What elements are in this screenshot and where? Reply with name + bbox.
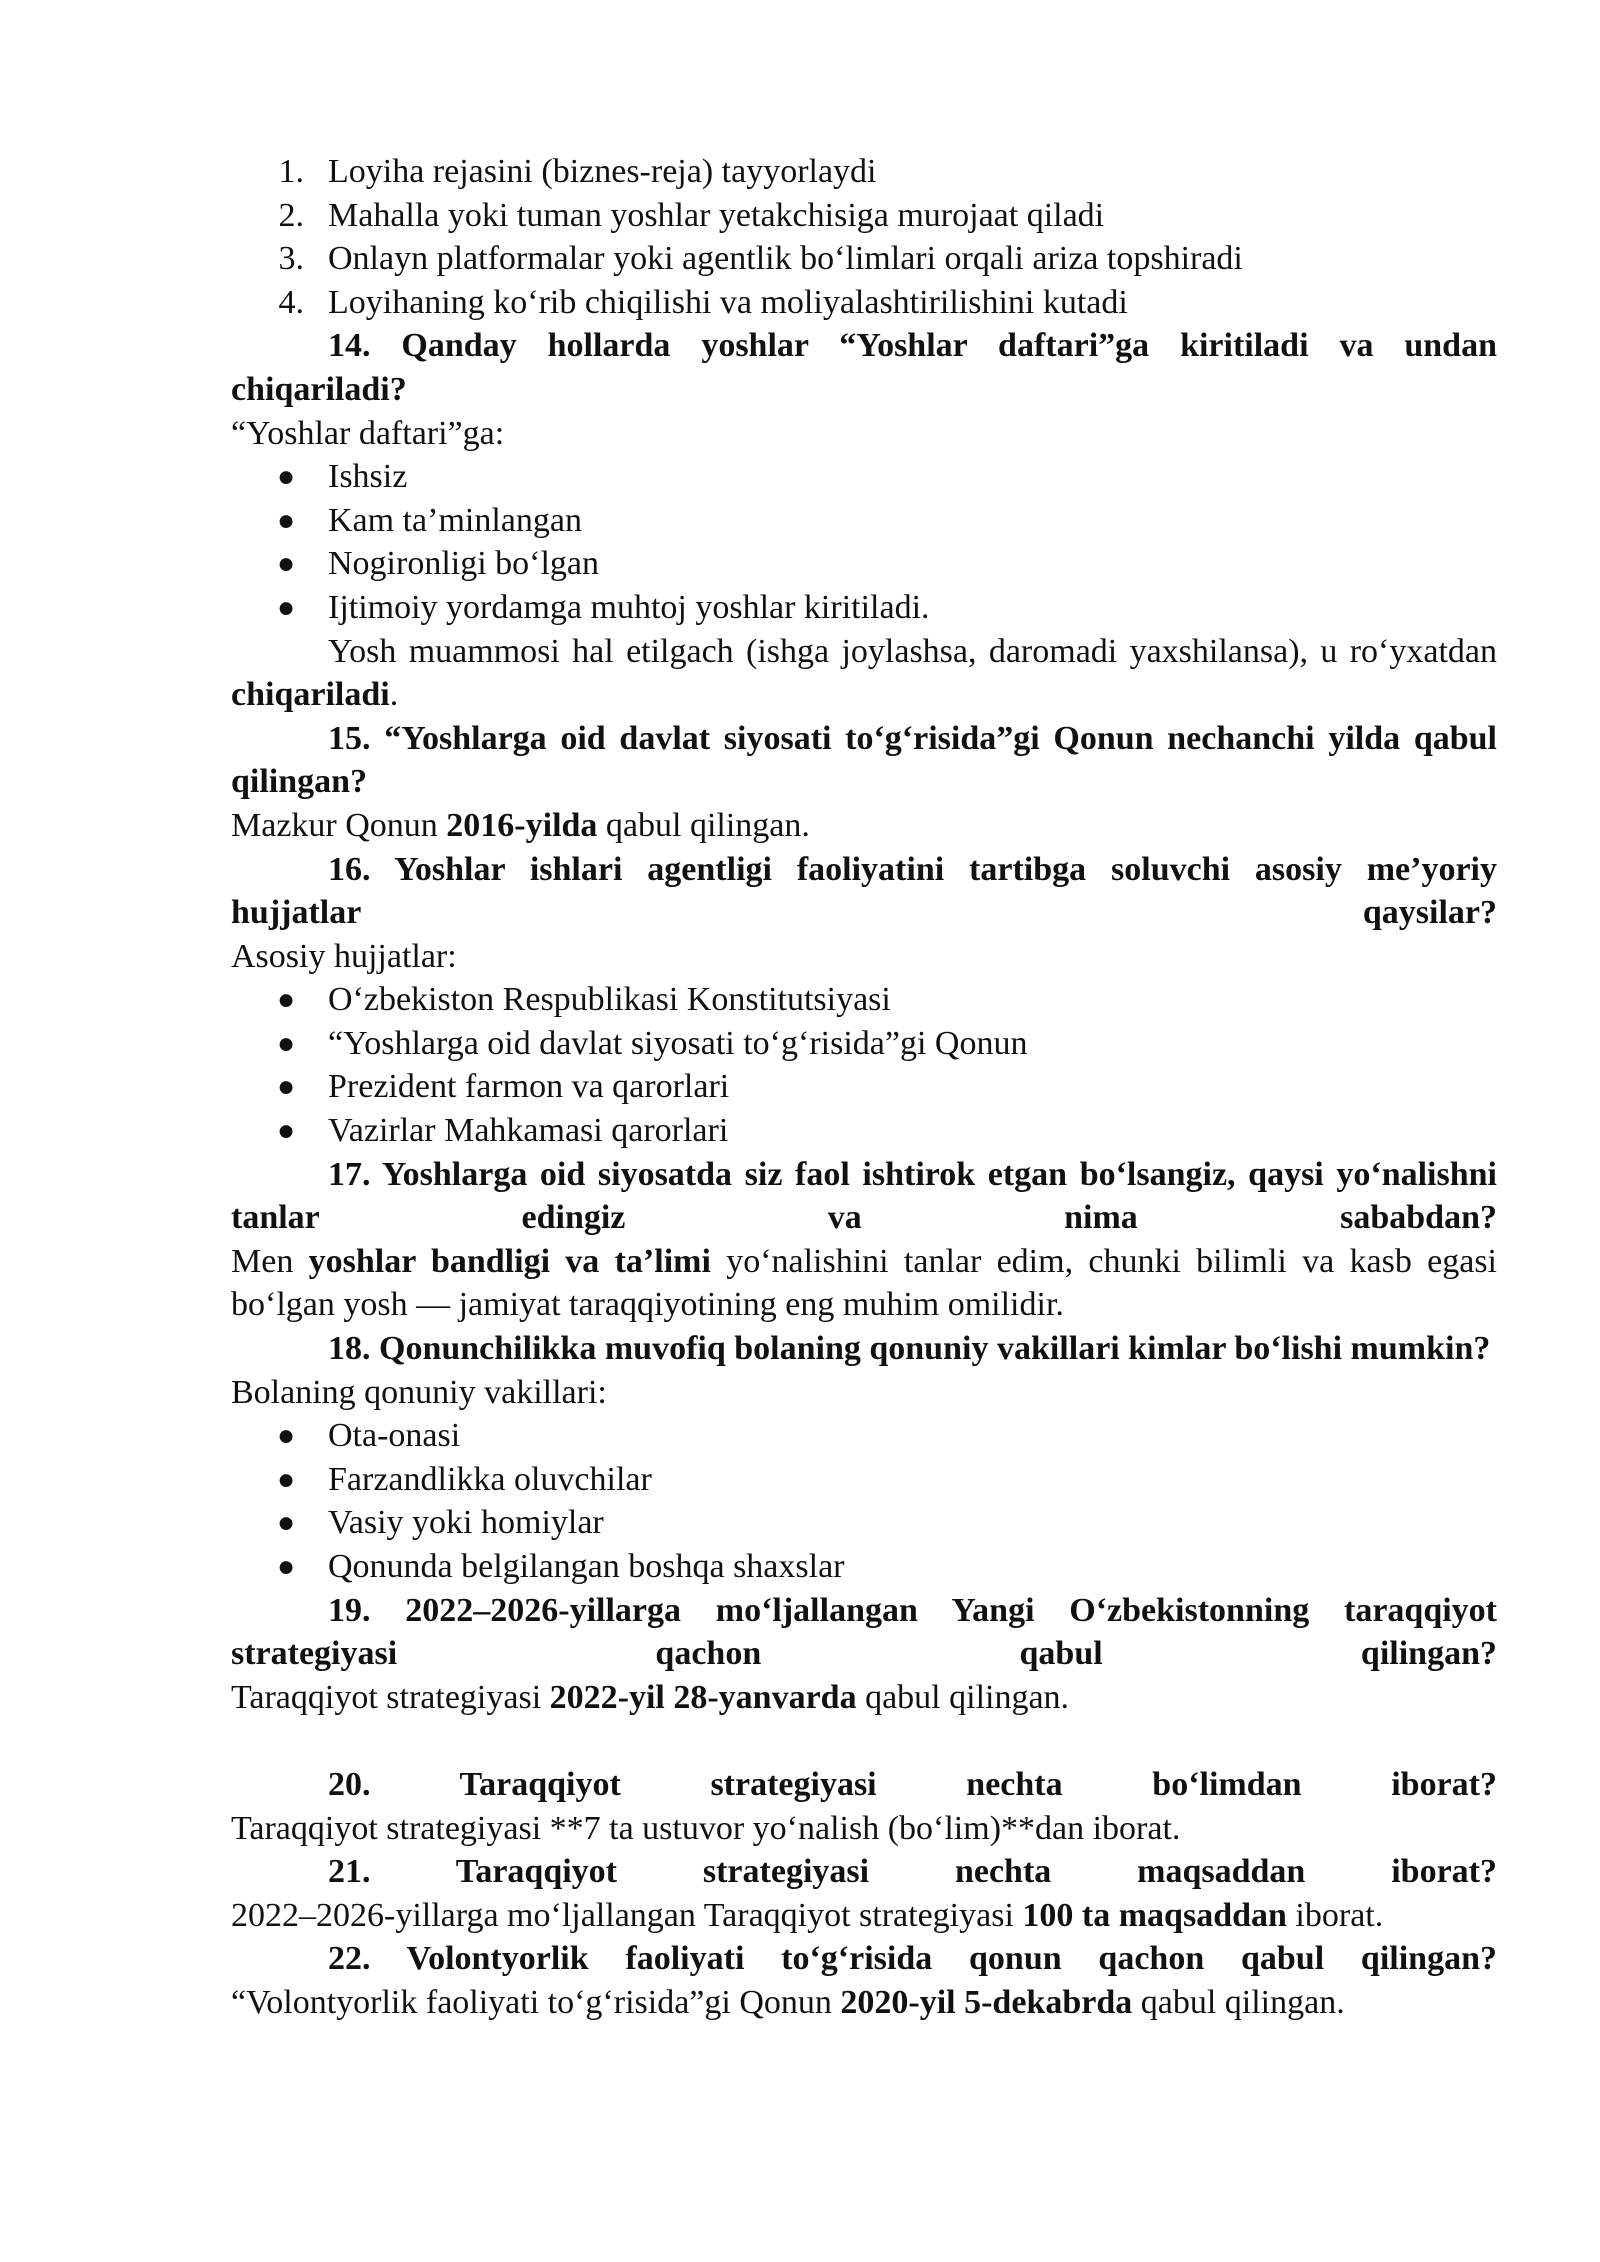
answer-text: iborat. — [1286, 1896, 1384, 1934]
question-14: 14. Qanday hollarda yoshlar “Yoshlar daftari”ga kiritiladi va undan chiqariladi? — [231, 327, 1497, 408]
answer-highlight: 2022-yil 28-yanvarda — [549, 1678, 857, 1716]
list-item-text: Vasiy yoki homiylar — [328, 1504, 604, 1542]
bullet-icon: ● — [277, 1114, 296, 1148]
list-item-text: Nogironligi bo‘lgan — [328, 545, 600, 583]
list-item — [231, 1545, 1497, 1589]
steps-list — [231, 150, 1497, 324]
list-item — [231, 586, 1497, 630]
answer-highlight: chiqariladi — [231, 676, 390, 714]
answer-text: “Volontyorlik faoliyati to‘g‘risida”gi Qonun — [231, 1983, 841, 2021]
answer-text: 2022–2026-yillarga mo‘ljallangan Taraqqiyot strategiyasi — [231, 1896, 1023, 1934]
list-item — [231, 194, 1497, 238]
list-item — [231, 237, 1497, 281]
list-item-text: Ijtimoiy yordamga muhtoj yoshlar kiritiladi. — [328, 588, 930, 626]
question-17: 17. Yoshlarga oid siyosatda siz faol ishtirok etgan bo‘lsangiz, qaysi yo‘nalishni tanlar edingiz va nima sababdan? — [231, 1155, 1497, 1237]
answer-text: . — [389, 676, 399, 714]
question-22: 22. Volontyorlik faoliyati to‘g‘risida qonun qachon qabul qilingan? — [328, 1940, 1497, 1978]
question-21: 21. Taraqqiyot strategiyasi nechta maqsaddan iborat? — [328, 1853, 1497, 1891]
list-item-text: “Yoshlarga oid davlat siyosati to‘g‘risida”gi Qonun — [328, 1024, 1028, 1062]
answer-14 — [231, 630, 1497, 717]
bullet-icon: ● — [277, 983, 296, 1017]
answer-text: Yosh muammosi hal etilgach (ishga joylashsa, daromadi yaxshilansa), u ro‘yxatdan — [328, 632, 1497, 670]
list-item — [231, 1414, 1497, 1458]
list-item-text: Loyihaning ko‘rib chiqilishi va moliyalashtirilishini kutadi — [328, 283, 1128, 321]
bullet-icon: ● — [277, 1462, 296, 1496]
answer-text: qabul qilingan. — [597, 806, 810, 844]
bullet-icon: ● — [277, 1070, 296, 1104]
list-number: 3. — [278, 240, 304, 278]
list-number: 1. — [278, 153, 304, 190]
bullet-icon: ● — [277, 590, 296, 624]
list-item-text: Prezident farmon va qarorlari — [328, 1068, 730, 1106]
answer-highlight: 100 ta maqsaddan — [1022, 1896, 1287, 1934]
bullet-icon: ● — [277, 503, 296, 537]
list-item — [231, 281, 1497, 325]
list-item — [231, 150, 1497, 194]
list-item — [231, 1109, 1497, 1153]
list-item — [231, 1501, 1497, 1545]
bullet-icon: ● — [277, 460, 296, 494]
list-item-text: Qonunda belgilangan boshqa shaxslar — [328, 1548, 845, 1585]
answer-text: Men — [231, 1242, 309, 1280]
list-item — [231, 978, 1497, 1022]
list-item — [231, 499, 1497, 543]
list-item — [231, 455, 1497, 499]
question-16: 16. Yoshlar ishlari agentligi faoliyatini tartibga soluvchi asosiy me’yoriy hujjatlar qaysilar? — [231, 850, 1497, 932]
document-page — [231, 150, 1497, 2025]
answer-20: Taraqqiyot strategiyasi **7 ta ustuvor yo‘nalish (bo‘lim)**dan iborat. — [231, 1809, 1181, 1847]
list-item — [231, 542, 1497, 586]
list-item — [231, 1022, 1497, 1066]
question-15: 15. “Yoshlarga oid davlat siyosati to‘g‘risida”gi Qonun nechanchi yilda qabul qilingan? — [231, 719, 1497, 801]
answer-15 — [231, 804, 1497, 848]
bullet-icon: ● — [277, 1026, 296, 1060]
list-item-text: Onlayn platformalar yoki agentlik bo‘limlari orqali ariza topshiradi — [328, 240, 1243, 278]
list-item-text: O‘zbekiston Respublikasi Konstitutsiyasi — [328, 981, 891, 1019]
bullet-icon: ● — [277, 1506, 296, 1540]
list-item-text: Ota-onasi — [328, 1417, 461, 1455]
answer-intro: Asosiy hujjatlar: — [231, 937, 457, 975]
answer-highlight: yoshlar bandligi va ta’limi — [308, 1242, 711, 1280]
list-item — [231, 1065, 1497, 1109]
answer-text: Mazkur Qonun — [231, 806, 447, 844]
answer-text: qabul qilingan. — [856, 1678, 1070, 1716]
question-19: 19. 2022–2026-yillarga mo‘ljallangan Yangi O‘zbekistonning taraqqiyot strategiyasi qachon qabul qilingan? — [231, 1591, 1497, 1673]
answer-text: Taraqqiyot strategiyasi — [231, 1678, 550, 1716]
question-18: 18. Qonunchilikka muvofiq bolaning qonuniy vakillari kimlar bo‘lishi mumkin? — [328, 1330, 1491, 1368]
bullet-icon: ● — [277, 1550, 296, 1583]
list-item-text: Ishsiz — [328, 458, 408, 496]
list-item-text: Farzandlikka oluvchilar — [328, 1460, 652, 1498]
answer-21 — [231, 1894, 1497, 1938]
answer-17 — [231, 1240, 1497, 1327]
list-item — [231, 1458, 1497, 1502]
blank-line — [231, 1719, 1497, 1763]
answer-intro: “Yoshlar daftari”ga: — [231, 414, 505, 452]
bullet-icon: ● — [277, 547, 296, 581]
list-item-text: Vazirlar Mahkamasi qarorlari — [328, 1112, 729, 1150]
answer-22 — [231, 1981, 1497, 2025]
question-20: 20. Taraqqiyot strategiyasi nechta bo‘limdan iborat? — [328, 1765, 1497, 1803]
answer-highlight: 2016-yilda — [446, 806, 598, 844]
list-item-text: Loyiha rejasini (biznes-reja) tayyorlaydi — [328, 153, 877, 190]
answer-text: qabul qilingan. — [1132, 1983, 1345, 2021]
answer-text: yo‘nalishini tanlar edim, chunki bilimli va kasb egasi bo‘lgan yosh — jamiyat taraqqiyotining eng muhim omilidir. — [231, 1242, 1497, 1324]
bullet-icon: ● — [277, 1419, 296, 1453]
list-number: 2. — [278, 196, 304, 234]
list-item-text: Kam ta’minlangan — [328, 501, 582, 539]
answer-19 — [231, 1676, 1497, 1720]
list-item-text: Mahalla yoki tuman yoshlar yetakchisiga murojaat qiladi — [328, 196, 1105, 234]
list-number: 4. — [278, 283, 304, 321]
answer-intro: Bolaning qonuniy vakillari: — [231, 1373, 607, 1411]
answer-highlight: 2020-yil 5-dekabrda — [840, 1983, 1133, 2021]
